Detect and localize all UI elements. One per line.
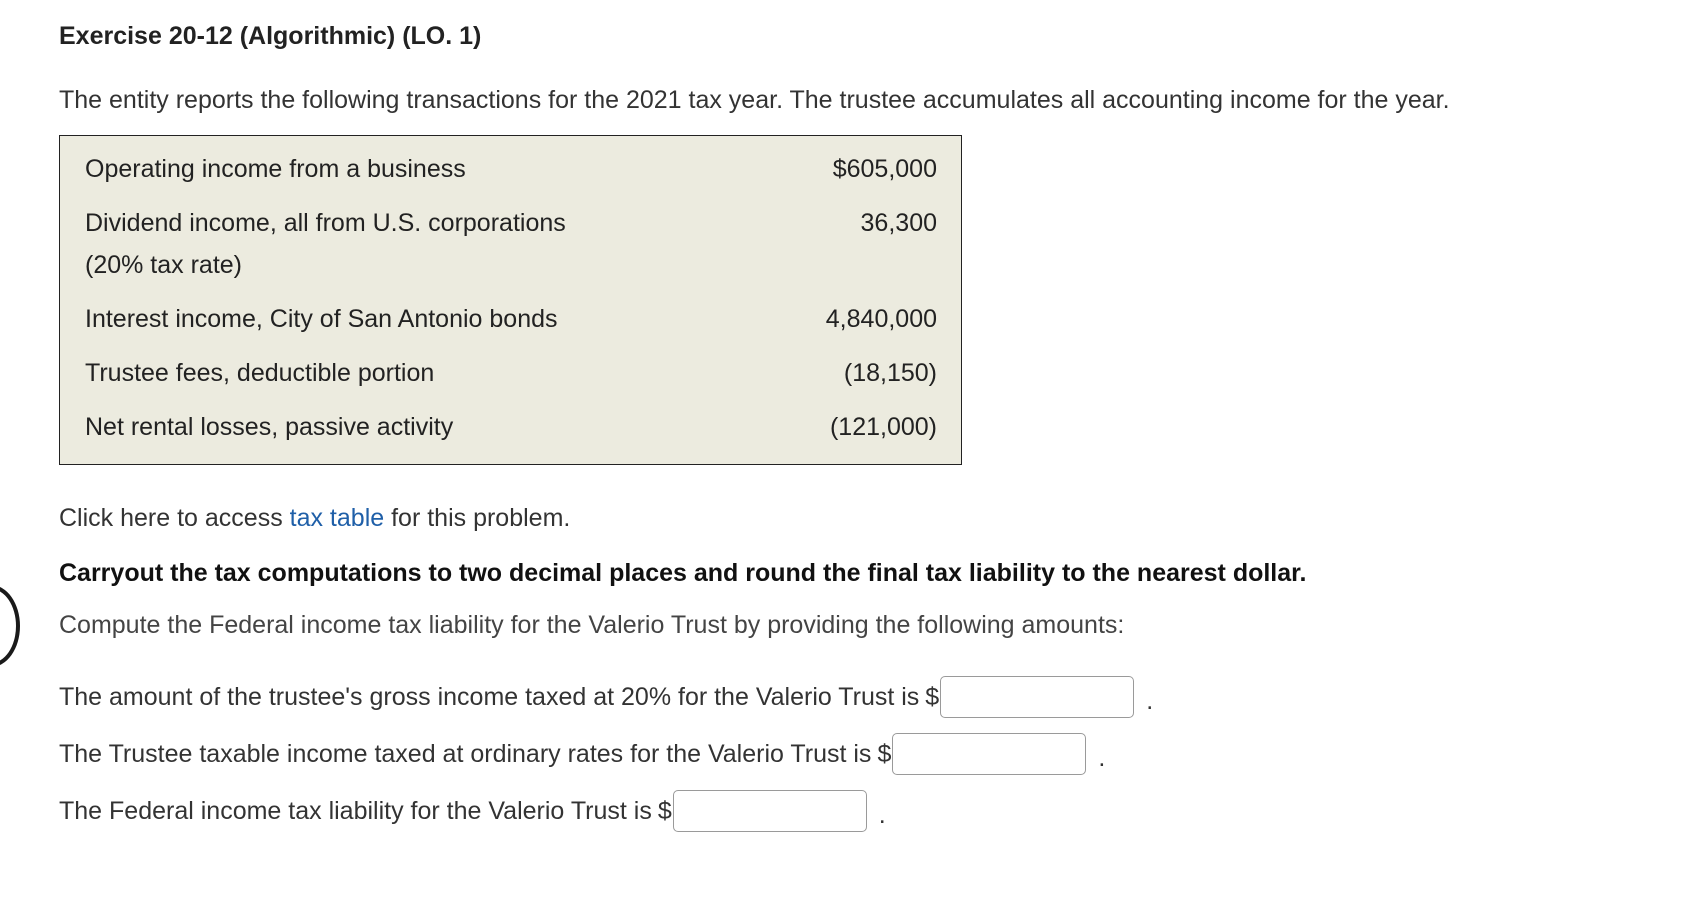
currency-symbol: $ bbox=[657, 796, 672, 825]
question-prompt: Compute the Federal income tax liability for the Valerio Trust by providing the following amounts: bbox=[59, 611, 1125, 639]
answer-gross-income-20 bbox=[59, 674, 1153, 720]
transaction-label: Interest income, City of San Antonio bonds bbox=[85, 305, 558, 333]
federal-tax-liability-input[interactable] bbox=[673, 790, 867, 832]
tax-table-access-line bbox=[59, 504, 570, 533]
transaction-amount: 36,300 bbox=[860, 209, 937, 237]
currency-symbol: $ bbox=[925, 682, 940, 711]
ordinary-taxable-income-input[interactable] bbox=[892, 733, 1086, 775]
access-suffix: for this problem. bbox=[384, 504, 571, 532]
transaction-label: Dividend income, all from U.S. corporations (20% tax rate) bbox=[85, 209, 566, 279]
transaction-amount: (121,000) bbox=[829, 413, 937, 441]
answer-text: The amount of the trustee's gross income taxed at 20% for the Valerio Trust is bbox=[59, 682, 920, 711]
transaction-label: Trustee fees, deductible portion bbox=[85, 359, 435, 387]
intro-text: The entity reports the following transactions for the 2021 tax year. The trustee accumulates all accounting income for the year. bbox=[59, 86, 1450, 114]
rounding-instruction: Carryout the tax computations to two decimal places and round the final tax liability to the nearest dollar. bbox=[59, 559, 1307, 587]
radial-menu-edge-icon[interactable] bbox=[0, 585, 20, 667]
answer-text: The Trustee taxable income taxed at ordinary rates for the Valerio Trust is bbox=[59, 739, 872, 768]
transaction-amount: $605,000 bbox=[832, 155, 937, 183]
currency-symbol: $ bbox=[877, 739, 892, 768]
answer-federal-tax-liability bbox=[59, 788, 886, 834]
transaction-label: Net rental losses, passive activity bbox=[85, 413, 454, 441]
answer-text: The Federal income tax liability for the Valerio Trust is bbox=[59, 796, 652, 825]
answer-period: . bbox=[1146, 686, 1154, 715]
gross-income-20-input[interactable] bbox=[940, 676, 1134, 718]
answer-period: . bbox=[878, 800, 886, 829]
transaction-label: Operating income from a business bbox=[85, 155, 466, 183]
transaction-amount: (18,150) bbox=[843, 359, 937, 387]
tax-table-link[interactable]: tax table bbox=[289, 504, 385, 532]
exercise-title: Exercise 20-12 (Algorithmic) (LO. 1) bbox=[59, 22, 482, 50]
answer-period: . bbox=[1098, 743, 1106, 772]
transactions-table bbox=[59, 135, 962, 465]
access-prefix: Click here to access bbox=[59, 504, 290, 532]
transaction-amount: 4,840,000 bbox=[825, 305, 937, 333]
answer-ordinary-taxable-income bbox=[59, 731, 1105, 777]
